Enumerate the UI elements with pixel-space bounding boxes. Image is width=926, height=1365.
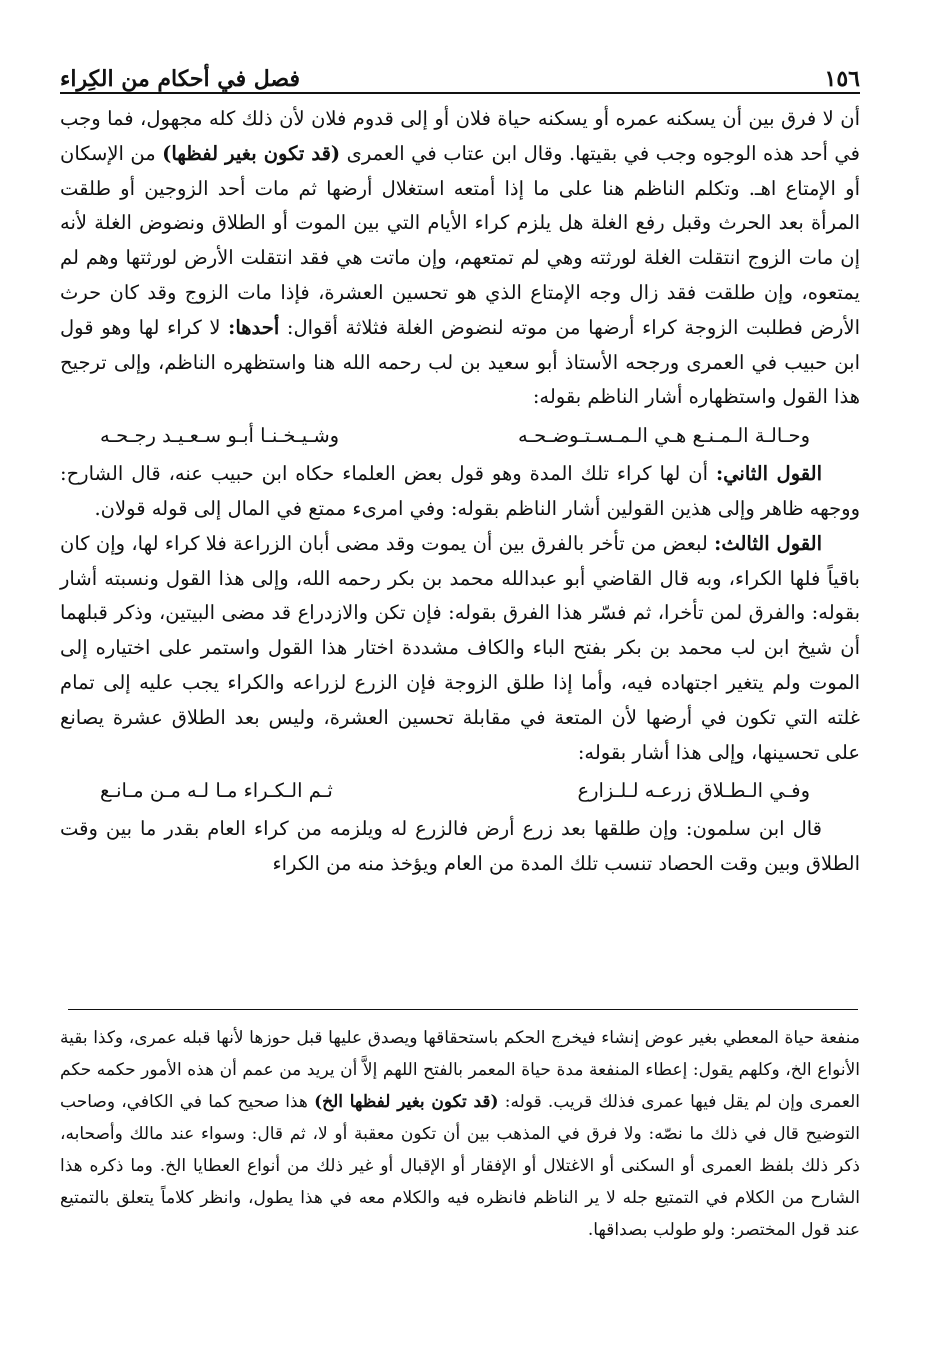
first-opinion-label: أحدها: xyxy=(228,315,280,339)
text-segment: لبعض من تأخر بالفرق بين أن يموت وقد مضى أبان الزراعة فلا كراء لها، وإن كان باقياً فلها الكراء، وبه قال القاضي أبو عبدالله محمد بن بكر رحمه الله، وإلى هذا القول ونسبته أشار بقوله: والفرق لمن تأخرا، ثم فسّر هذا الفرق بقوله: فإن تكن والازدراع قد مضى البيتين، وذكر قبلهما أن شيخ ابن لب محمد بن بكر بفتح الباء والكاف مشددة اختار هذا القول واستمر على اختياره إلى الموت ولم يتغير اجتهاده فيه، وأما إذا طلق الزوجة فإن الزرع لزراعه والكراء يجب عليه إلى تمام غلته التي تكون في أرضها لأن المتعة في مقابلة تحسين العشرة، وليس بعد الطلاق عشرة يصانع على تحسينها، وإلى هذا أشار بقوله: xyxy=(60,531,860,764)
paragraph-third-opinion xyxy=(60,527,860,771)
verse-2-right-hemistich: وفـي الـطـلاق زرعـه لـلـزارع xyxy=(577,779,810,803)
main-text xyxy=(60,102,860,882)
text-segment: من الإسكان أو الإمتاع اهـ. وتكلم الناظم هنا على ما إذا أمتعه استغلال أرضها ثم مات أحد الزوجين أو طلقت المرأة بعد الحرث وقبل رفع الغلة هل يلزم كراء الأيام التي بين الموت أو الطلاق ونضوض الغلة لأنه إن مات الزوج انتقلت الغلة لورثته وهي لم تمتعهم، وإن ماتت هي فقد انتقلت الأرض لورثتها وهم لم يمتعوه، وإن طلقت فقد زال وجه الإمتاع الذي هو تحسين العشرة، فإذا مات الزوج وقد كان حرث الأرض فطلبت الزوجة كراء أرضها من موته لنضوض الغلة فثلاثة أقوال: xyxy=(60,141,860,339)
footnote-paragraph xyxy=(60,1022,860,1246)
text-segment: أن لا فرق بين أن يسكنه عمره أو يسكنه حياة فلان أو إلى قدوم فلان لأن ذلك كله مجهول، فما وجب في أحد هذه الوجوه وجب في بقيتها. وقال ابن عتاب في العمرى xyxy=(60,107,860,165)
verse-1-left-hemistich: وشـيـخـنـا أبـو سـعـيـد رجـحـه xyxy=(100,424,340,448)
page-header xyxy=(60,58,860,94)
paragraph-ibn-salmun: قال ابن سلمون: وإن طلقها بعد زرع أرض فالزرع له ويلزمه من كراء العام بقدر ما بين وقت الطلاق وبين وقت الحصاد تنسب تلك المدة من العام ويؤخذ منه من الكراء xyxy=(60,817,860,876)
text-segment: لا كراء لها وهو قول ابن حبيب في العمرى ورجحه الأستاذ أبو سعيد بن لب رحمه الله هنا واستظهره الناظم، وإلى ترجيح هذا القول واستظهاره أشار الناظم بقوله: xyxy=(60,315,860,409)
verse-2 xyxy=(60,770,860,812)
third-opinion-label: القول الثالث: xyxy=(714,531,822,555)
verse-1 xyxy=(60,415,860,457)
text-segment: أن لها كراء تلك المدة وهو قول بعض العلماء حكاه ابن حبيب عنه، قال الشارح: ووجهه ظاهر وإلى هذين القولين أشار الناظم بقوله: وفي امرىء ممتع في المال إلى قوله قولان. xyxy=(60,462,860,520)
verse-2-left-hemistich: ثـم الـكـراء مـا لـه مـن مـانـع xyxy=(100,779,333,803)
quoted-term-bold: (قد تكون بغير لفظها الخ) xyxy=(314,1092,499,1112)
verse-1-right-hemistich: وحـالـة الـمـنـع هـي الـمـسـتـوضـحـه xyxy=(518,424,810,448)
footnote xyxy=(60,1022,860,1246)
page-number: ١٥٦ xyxy=(824,66,860,92)
quoted-term-bold: (قد تكون بغير لفظها) xyxy=(162,141,341,165)
paragraph-second-opinion xyxy=(60,457,860,527)
footnote-divider xyxy=(68,1009,858,1010)
running-title: فصل في أحكام من الكِراء xyxy=(60,66,301,92)
text-segment: هذا صحيح كما في الكافي، وصاحب التوضيح قال في ذلك ما نصّه: ولا فرق في المذهب بين أن تكون معقبة أو لا، ثم قال: وسواء عند مالك وأصحابه، ذكر ذلك بلفظ العمرى أو السكنى أو الاغتلال أو الإفقار أو الإقبال أو غير ذلك من أنواع العطايا الخ. وما ذكره هذا الشارح من الكلام في التمتيع جله لا ير الناظم فانظره فيه والكلام معه في هذا يطول، وانظر كلاماً يتعلق بالتمتيع عند قول المختصر: ولو طولب بصداقها. xyxy=(60,1092,860,1240)
paragraph-1 xyxy=(60,102,860,415)
text-segment: منفعة حياة المعطي بغير عوض إنشاء فيخرج الحكم باستحقاقها ويصدق عليها قبل حوزها لأنها قبله عمرى، وكذا بقية الأنواع الخ، وكلهم يقول: إعطاء المنفعة مدة حياة المعمر بالفتح اللهم إلاَّ أن يريد من عمم أن هذه الأمور حكمه حكم العمرى وإن لم يقل فيها عمرى فذلك قريب. قوله: xyxy=(60,1028,860,1112)
second-opinion-label: القول الثاني: xyxy=(715,462,822,486)
